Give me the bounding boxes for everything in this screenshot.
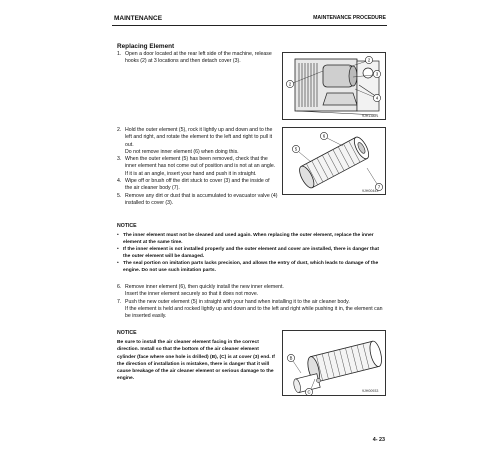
step-text: Remove inner element (6), then quickly install the new inner element. <box>125 284 284 290</box>
element-removal-drawing <box>283 128 386 195</box>
notice-title: NOTICE <box>117 223 137 229</box>
figure-element-removal <box>282 127 386 195</box>
notice-box-1 <box>117 223 387 274</box>
step-number: 4. <box>117 178 122 185</box>
step-text: Hold the outer element (5), rock it lightly up and down and to the left and right, and rotate the element to the left and right to pull it out. <box>125 127 273 148</box>
steps-group-c <box>117 284 387 320</box>
step-subtext: If the element is held and rocked lightly up and down and to the left and right while pushing it in, the element can be inserted easily. <box>125 305 383 320</box>
section-title: Replacing Element <box>117 43 175 50</box>
step-subtext: Do not remove inner element (6) when doing this. <box>125 148 239 155</box>
callout-label: 7 <box>377 184 381 190</box>
callout-label: 4 <box>375 95 379 101</box>
step-text: Open a door located at the rear left side of the machine, release hooks (2) at 3 locations and then detach cover (3). <box>125 51 272 65</box>
bullet-dot: • <box>117 261 119 266</box>
step-number: 7. <box>117 298 122 305</box>
callout-label: B <box>289 355 293 361</box>
step-text: When the outer element (5) has been removed, check that the inner element has not come out of position and is not at an angle. If it is at an angle, insert your hand and push it in straight. <box>125 156 276 177</box>
notice-bullet <box>117 232 387 246</box>
figure-element-orientation <box>282 330 386 396</box>
step-number: 2. <box>117 127 122 133</box>
machine-compartment-drawing <box>283 53 386 120</box>
step-number: 6. <box>117 284 122 290</box>
figure-code: 9JH13821 <box>362 114 379 118</box>
callout-label: 5 <box>294 146 298 152</box>
step-item <box>117 284 387 299</box>
step-text: Wipe off or brush off the dirt stuck to cover (3) and the inside of the air cleaner body (7). <box>125 178 270 192</box>
step-number: 5. <box>117 192 122 199</box>
notice-box-2 <box>117 330 278 382</box>
step-item <box>117 178 278 193</box>
notice-bullet <box>117 246 387 260</box>
callout-label: 3 <box>375 71 379 77</box>
step-item <box>117 299 387 321</box>
header-rule <box>112 25 387 26</box>
step-number: 1. <box>117 51 122 57</box>
steps-group-b <box>117 127 278 207</box>
callout-label: 6 <box>322 133 326 139</box>
step-item <box>117 127 278 156</box>
step-item <box>117 193 278 208</box>
callout-label: 2 <box>367 57 371 63</box>
notice-bullet-text: The inner element must not be cleaned and used again. When replacing the outer element, replace the inner element at the same time. <box>123 233 374 245</box>
notice-bullet-text: The seal portion on imitation parts lacks precision, and allows the entry of dust, which leads to damage of the engine. Do not use such imitation parts. <box>123 261 379 273</box>
notice-title: NOTICE <box>117 330 137 336</box>
bullet-dot: • <box>117 233 119 238</box>
step-subtext: Insert the inner element securely so that it does not move. <box>125 291 259 298</box>
figure-machine-compartment <box>282 52 386 120</box>
figure-code: 9JH00443 <box>362 189 379 193</box>
step-text: Push the new outer element (5) in straight with your hand when installing it to the air cleaner body. <box>125 298 350 305</box>
callout-label: 2 <box>288 81 292 87</box>
callout-label: C <box>307 389 311 395</box>
step-text: Remove any dirt or dust that is accumulated to evacuator valve (4) installed to cover (3). <box>125 192 278 206</box>
notice-text: Be sure to install the air cleaner element facing in the correct direction. Install so that the bottom of the air cleaner element cylinder (face where one hole is drilled) (B), (C) is at cover (3) end. If the direction of installation is mistaken, there is danger that it will cause breakage of the air cleaner element or serious damage to the engine. <box>117 340 275 382</box>
step-item <box>117 51 274 66</box>
bullet-dot: • <box>117 247 119 252</box>
figure-code: 9JH00933 <box>362 389 379 393</box>
header-section-label: MAINTENANCE <box>114 15 163 22</box>
notice-bullet-text: If the inner element is not installed properly and the outer element and cover are installed, there is danger that the outer element will be damaged. <box>123 247 380 259</box>
header-chapter-label: MAINTENANCE PROCEDURE <box>313 15 386 21</box>
page-number: 4- 23 <box>372 437 385 443</box>
notice-bullet <box>117 260 387 274</box>
step-number: 3. <box>117 156 122 163</box>
element-orientation-drawing <box>283 331 386 396</box>
step-item <box>117 156 278 178</box>
steps-group-a <box>117 51 274 66</box>
